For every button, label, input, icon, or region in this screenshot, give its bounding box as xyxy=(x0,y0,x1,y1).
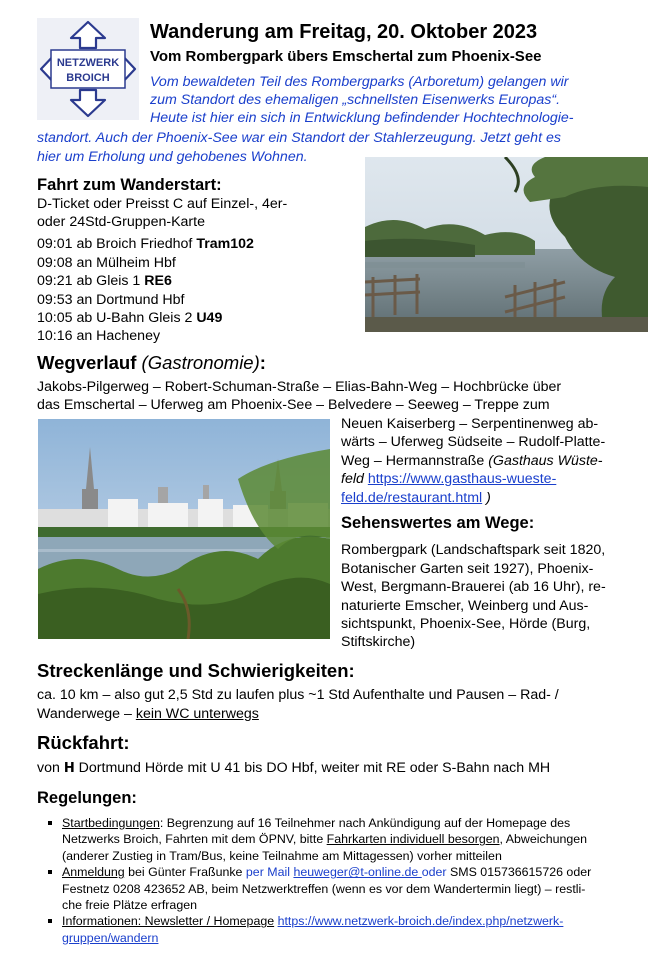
regelungen-heading: Regelungen: xyxy=(37,789,137,807)
page-title: Wanderung am Freitag, 20. Oktober 2023 xyxy=(150,21,538,43)
wegverlauf-heading: Wegverlauf (Gastronomie): xyxy=(37,352,266,373)
fahrt-ticket-line-2: oder 24Std-Gruppen-Karte xyxy=(37,214,205,230)
wegverlauf-line-1: Jakobs-Pilgerweg – Robert-Schuman-Straße – Elias-Bahn-Weg – Hochbrücke über xyxy=(37,379,562,395)
regelungen-list xyxy=(45,815,645,946)
rueckfahrt-line: von H Dortmund Hörde mit U 41 bis DO Hbf, weiter mit RE oder S-Bahn nach MH xyxy=(37,760,551,776)
logo-text-2: BROICH xyxy=(66,72,110,84)
phoenix-see-photo xyxy=(38,419,330,639)
strecke-line-1: ca. 10 km – also gut 2,5 Std zu laufen plus ~1 Std Aufenthalte und Pausen – Rad- / xyxy=(37,687,559,703)
schedule-line: 09:08 an Mülheim Hbf xyxy=(37,255,176,271)
sehenswertes-heading: Sehenswertes am Wege: xyxy=(341,514,535,532)
gasthaus-link[interactable]: https://www.gasthaus-wueste- xyxy=(367,471,557,487)
intro-line-3: Heute ist hier ein sich in Entwicklung befindender Hochtechnologie- xyxy=(150,110,574,126)
list-item: Informationen: Newsletter / Homepage https://www.netzwerk-broich.de/index.php/netzwerk- gruppen/wandern xyxy=(45,913,645,946)
wegverlauf-line-3: Neuen Kaiserberg – Serpentinenweg ab- xyxy=(341,416,599,432)
fahrt-heading: Fahrt zum Wanderstart: xyxy=(37,176,222,194)
sehenswertes-line: West, Bergmann-Brauerei (ab 16 Uhr), re- xyxy=(341,579,606,595)
list-item: Anmeldung bei Günter Fraßunke per Mail heuweger@t-online.de oder SMS 015736615726 oder Festnetz 0208 423652 AB, beim Netzwerktreffen (wenn es vor dem Wandertermin liegt) – restli- che freie Plätze erfragen xyxy=(45,864,645,913)
intro-line-2: zum Standort des ehemaligen „schnellsten Eisenwerks Europas“. xyxy=(150,92,561,108)
logo-text-1: NETZWERK xyxy=(56,57,120,69)
sehenswertes-line: sichtspunkt, Phoenix-See, Hörde (Burg, xyxy=(341,616,591,632)
schedule-line: 09:53 an Dortmund Hbf xyxy=(37,292,185,308)
email-link[interactable]: heuweger@t-online.de xyxy=(293,865,422,880)
wegverlauf-line-7: feld.de/restaurant.html ) xyxy=(341,490,491,506)
haltestelle-symbol: H xyxy=(63,761,75,776)
intro-line-1: Vom bewaldeten Teil des Rombergparks (Arboretum) gelangen wir xyxy=(150,74,569,90)
sehenswertes-line: Stiftskirche) xyxy=(341,634,416,650)
wegverlauf-line-5: Weg – Hermannstraße (Gasthaus Wüste- xyxy=(341,453,603,469)
schedule-line: 10:16 an Hacheney xyxy=(37,328,161,344)
intro-line-4: standort. Auch der Phoenix-See war ein Standort der Stahlerzeugung. Jetzt geht es xyxy=(37,130,561,146)
strecke-line-2: Wanderwege – kein WC unterwegs xyxy=(37,706,259,722)
rueckfahrt-heading: Rückfahrt: xyxy=(37,732,130,753)
fahrt-ticket-line-1: D-Ticket oder Preisst C auf Einzel-, 4er- xyxy=(37,196,288,212)
schedule-line: 09:01 ab Broich Friedhof Tram102 xyxy=(37,236,254,252)
wegverlauf-line-4: wärts – Uferweg Südseite – Rudolf-Platte- xyxy=(341,434,606,450)
homepage-link-cont[interactable]: gruppen/wandern xyxy=(62,930,159,945)
netzwerk-broich-logo xyxy=(37,18,139,120)
page-subtitle: Vom Rombergpark übers Emschertal zum Phoenix-See xyxy=(150,48,542,65)
schedule-line: 09:21 ab Gleis 1 RE6 xyxy=(37,273,172,289)
strecke-heading: Streckenlänge und Schwierigkeiten: xyxy=(37,660,355,681)
sehenswertes-line: naturierte Emscher, Weinberg und Aus- xyxy=(341,598,589,614)
intro-line-5: hier um Erholung und gehobenes Wohnen. xyxy=(37,149,308,165)
wegverlauf-line-2: das Emschertal – Uferweg am Phoenix-See – Belvedere – Seeweg – Treppe zum xyxy=(37,397,550,413)
wegverlauf-line-6: feld https://www.gasthaus-wueste- xyxy=(341,471,557,487)
gasthaus-link-cont[interactable]: feld.de/restaurant.html xyxy=(341,490,483,506)
schedule-line: 10:05 ab U-Bahn Gleis 2 U49 xyxy=(37,310,223,326)
homepage-link[interactable]: https://www.netzwerk-broich.de/index.php/netzwerk- xyxy=(277,914,564,929)
sehenswertes-line: Botanischer Garten seit 1927), Phoenix- xyxy=(341,561,594,577)
list-item: Startbedingungen: Begrenzung auf 16 Teilnehmer nach Ankündigung auf der Homepage des Netzwerks Broich, Fahrten mit dem ÖPNV, bitte Fahrkarten individuell besorgen, Abweichungen (anderer Zustieg in Tram/Bus, keine Teilnahme am Mittagessen) vorher mitteilen xyxy=(45,815,645,864)
lake-jetty-photo xyxy=(365,157,648,332)
sehenswertes-line: Rombergpark (Landschaftspark seit 1820, xyxy=(341,542,606,558)
